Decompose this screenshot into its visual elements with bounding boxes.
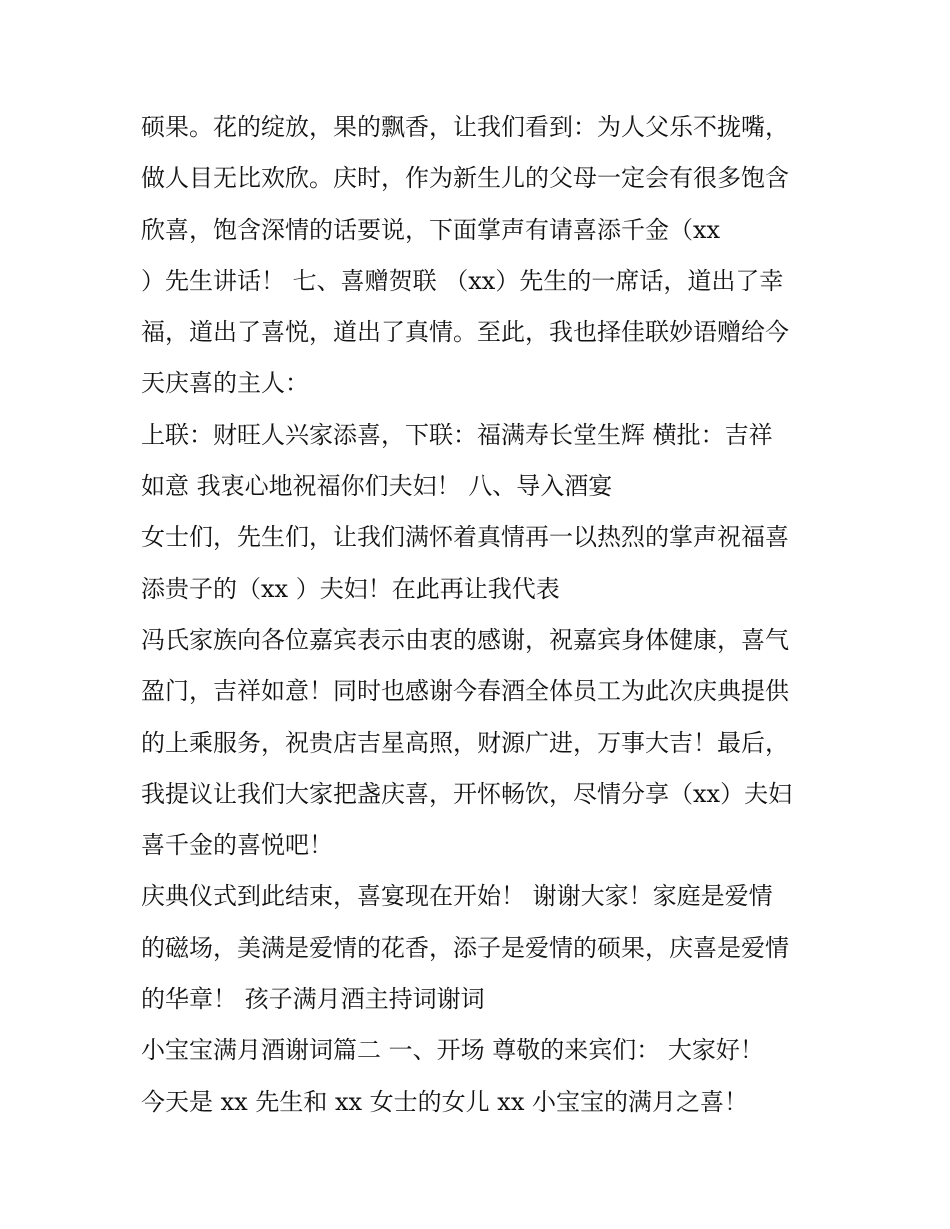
text-line: 如意 我衷心地祝福你们夫妇！ 八、导入酒宴 [141,472,613,501]
text-line: 盈门，吉祥如意！同时也感谢今春酒全体员工为此次庆典提供 [141,677,789,706]
text-line: 硕果。花的绽放，果的飘香，让我们看到：为人父乐不拢嘴， [141,113,789,141]
text-line: 庆典仪式到此结束，喜宴现在开始！ 谢谢大家！家庭是爱情 [141,882,773,911]
text-line: 女士们，先生们，让我们满怀着真情再一以热烈的掌声祝福喜 [141,523,789,552]
text-line: 喜千金的喜悦吧！ [141,831,333,860]
text-line: 上联：财旺人兴家添喜，下联：福满寿长堂生辉 横批：吉祥 [141,420,773,449]
text-line: 添贵子的（xx ）夫妇！在此再让我代表 [141,574,560,603]
text-line: 福，道出了喜悦，道出了真情。至此，我也择佳联妙语赠给今 [141,318,789,347]
text-line: 欣喜，饱含深情的话要说，下面掌声有请喜添千金（xx [141,215,721,244]
text-line: 小宝宝满月酒谢词篇二 一、开场 尊敬的来宾们： 大家好！ [141,1036,764,1065]
text-line: 做人目无比欢欣。庆时，作为新生儿的父母一定会有很多饱含 [141,164,789,193]
text-line: 的磁场，美满是爱情的花香，添子是爱情的硕果，庆喜是爱情 [141,933,789,962]
text-line: 今天是 xx 先生和 xx 女士的女儿 xx 小宝宝的满月之喜！ [141,1087,748,1116]
text-line: 冯氏家族向各位嘉宾表示由衷的感谢，祝嘉宾身体健康，喜气 [141,625,789,654]
document-body [141,102,821,1128]
text-line: 的华章！ 孩子满月酒主持词谢词 [141,985,485,1014]
text-line: 的上乘服务，祝贵店吉星高照，财源广进，万事大吉！最后， [141,728,789,757]
text-line: 天庆喜的主人： [141,369,309,398]
text-line: 我提议让我们大家把盏庆喜，开怀畅饮，尽情分享（xx）夫妇 [141,779,793,808]
text-line: ）先生讲话！ 七、喜赠贺联 （xx）先生的一席话，道出了幸 [141,266,784,295]
